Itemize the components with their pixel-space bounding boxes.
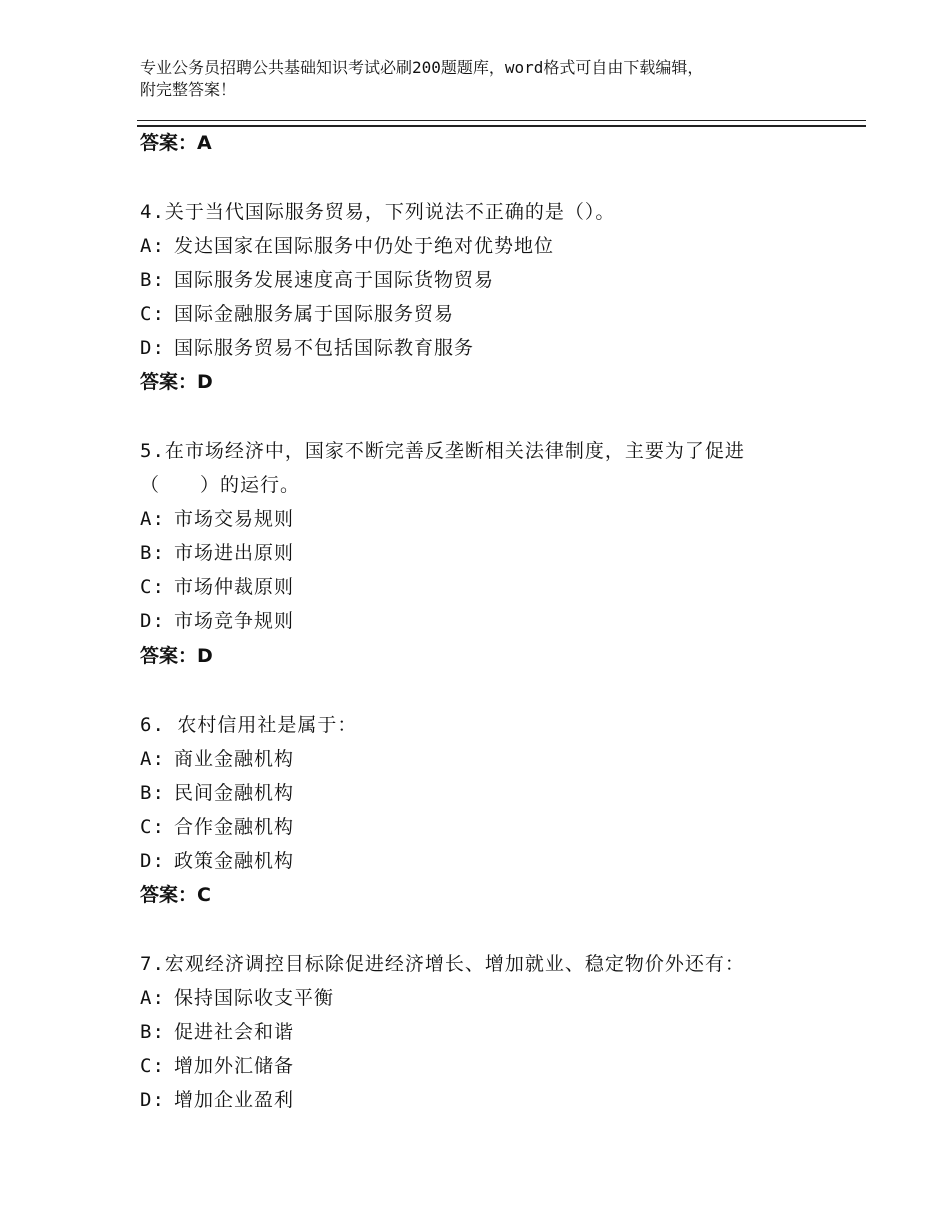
option-b bbox=[140, 263, 820, 297]
option-text: 发达国家在国际服务中仍处于绝对优势地位 bbox=[174, 235, 555, 257]
option-text: 促进社会和谐 bbox=[174, 1021, 295, 1043]
question-7 bbox=[140, 947, 820, 1117]
option-text: 市场交易规则 bbox=[174, 508, 295, 530]
page-header bbox=[140, 57, 820, 101]
option-c bbox=[140, 297, 820, 331]
option-b bbox=[140, 1015, 820, 1049]
option-d bbox=[140, 844, 820, 878]
option-letter: A: bbox=[140, 508, 165, 530]
option-text: 民间金融机构 bbox=[174, 782, 295, 804]
option-letter: A: bbox=[140, 987, 165, 1009]
option-text: 市场竞争规则 bbox=[174, 610, 295, 632]
question-stem: 7.宏观经济调控目标除促进经济增长、增加就业、稳定物价外还有： bbox=[140, 953, 745, 975]
option-text: 市场进出原则 bbox=[174, 542, 295, 564]
option-letter: B: bbox=[140, 1021, 165, 1043]
option-text: 增加外汇储备 bbox=[174, 1055, 295, 1077]
question-4 bbox=[140, 195, 820, 365]
question-stem: 6. 农村信用社是属于： bbox=[140, 714, 358, 736]
option-text: 国际服务贸易不包括国际教育服务 bbox=[174, 337, 475, 359]
answer-q5: 答案：D bbox=[140, 645, 213, 667]
option-letter: B: bbox=[140, 782, 165, 804]
option-c bbox=[140, 810, 820, 844]
option-a bbox=[140, 981, 820, 1015]
option-letter: B: bbox=[140, 269, 165, 291]
option-letter: C: bbox=[140, 816, 165, 838]
option-letter: C: bbox=[140, 1055, 165, 1077]
option-text: 保持国际收支平衡 bbox=[174, 987, 335, 1009]
option-a bbox=[140, 502, 820, 536]
option-c bbox=[140, 570, 820, 604]
option-b bbox=[140, 536, 820, 570]
option-a bbox=[140, 229, 820, 263]
option-text: 商业金融机构 bbox=[174, 748, 295, 770]
option-text: 市场仲裁原则 bbox=[174, 576, 295, 598]
option-text: 合作金融机构 bbox=[174, 816, 295, 838]
option-letter: A: bbox=[140, 235, 165, 257]
option-d bbox=[140, 331, 820, 365]
header-line-1: 专业公务员招聘公共基础知识考试必刷200题题库，word格式可自由下载编辑， bbox=[140, 58, 704, 77]
option-letter: D: bbox=[140, 850, 165, 872]
header-divider-thick bbox=[137, 125, 866, 127]
header-divider-thin bbox=[137, 120, 866, 121]
question-stem-line-2: （ ）的运行。 bbox=[140, 474, 301, 496]
question-5 bbox=[140, 434, 820, 638]
option-letter: D: bbox=[140, 337, 165, 359]
option-letter: C: bbox=[140, 303, 165, 325]
option-b bbox=[140, 776, 820, 810]
option-letter: B: bbox=[140, 542, 165, 564]
option-text: 国际金融服务属于国际服务贸易 bbox=[174, 303, 455, 325]
option-a bbox=[140, 742, 820, 776]
option-text: 政策金融机构 bbox=[174, 850, 295, 872]
answer-q6: 答案：C bbox=[140, 884, 211, 906]
question-stem-line-1: 5.在市场经济中，国家不断完善反垄断相关法律制度，主要为了促进 bbox=[140, 440, 745, 462]
question-stem: 4.关于当代国际服务贸易，下列说法不正确的是（）。 bbox=[140, 201, 616, 223]
option-d bbox=[140, 1083, 820, 1117]
answer-q4: 答案：D bbox=[140, 371, 213, 393]
option-letter: D: bbox=[140, 1089, 165, 1111]
option-letter: A: bbox=[140, 748, 165, 770]
option-letter: C: bbox=[140, 576, 165, 598]
answer-q3: 答案：A bbox=[140, 132, 212, 154]
option-letter: D: bbox=[140, 610, 165, 632]
option-d bbox=[140, 604, 820, 638]
option-c bbox=[140, 1049, 820, 1083]
header-line-2: 附完整答案！ bbox=[140, 80, 237, 99]
question-6 bbox=[140, 708, 820, 878]
option-text: 国际服务发展速度高于国际货物贸易 bbox=[174, 269, 495, 291]
option-text: 增加企业盈利 bbox=[174, 1089, 295, 1111]
